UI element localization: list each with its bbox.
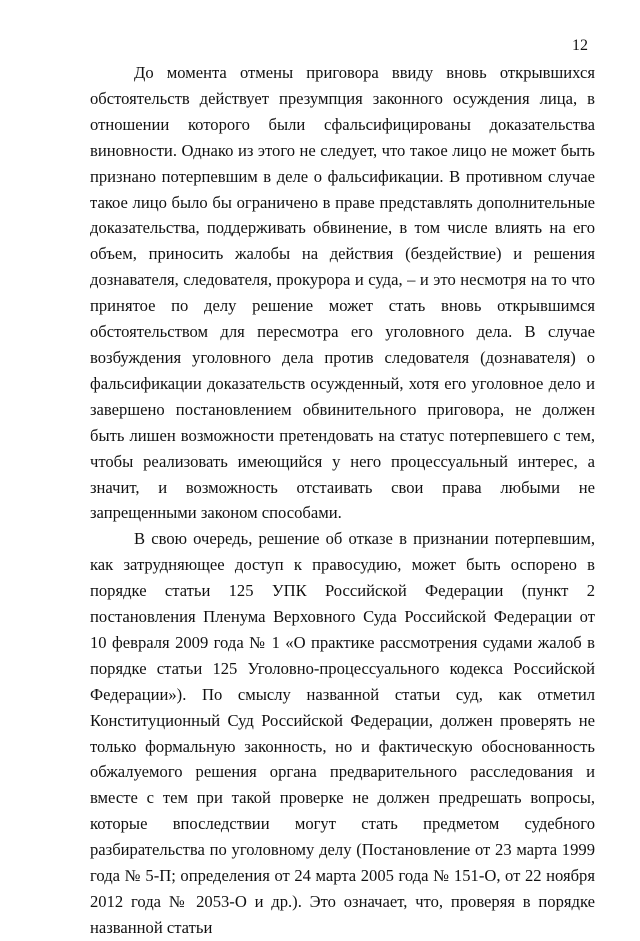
paragraph-1: До момента отмены приговора ввиду вновь открывшихся обстоятельств действует презумпция законного осуждения лица, в отношении которого были сфальсифицированы доказательства виновности. Однако из этого не следует, что такое лицо не может быть признано потерпевшим в деле о фальсификации. В противном случае такое лицо было бы ограничено в праве представлять дополнительные доказательства, поддерживать обвинение, в том числе влиять на его объем, приносить жалобы на действия (бездействие) и решения дознавателя, следователя, прокурора и суда, – и это несмотря на то что принятое по делу решение может стать вновь открывшимся обстоятельством для пересмотра его уголовного дела. В случае возбуждения уголовного дела против следователя (дознавателя) о фальсификации доказательств осужденный, хотя его уголовное дело и завершено постановлением обвинительного приговора, не должен быть лишен возможности претендовать на статус потерпевшего с тем, чтобы реализовать имеющийся у него процессуальный интерес, а значит, и возможность отстаивать свои права любыми не запрещенными законом способами.	[90, 63, 595, 523]
paragraph-2: В свою очередь, решение об отказе в признании потерпевшим, как затрудняющее доступ к правосудию, может быть оспорено в порядке статьи 125 УПК Российской Федерации (пункт 2 постановления Пленума Верховного Суда Российской Федерации от 10 февраля 2009 года № 1 «О практике рассмотрения судами жалоб в порядке статьи 125 Уголовно-процессуального кодекса Российской Федерации»). По смыслу названной статьи суд, как отметил Конституционный Суд Российской Федерации, должен проверять не только формальную законность, но и фактическую обоснованность обжалуемого решения органа предварительного расследования и вместе с тем при такой проверке не должен предрешать вопросы, которые впоследствии могут стать предметом судебного разбирательства по уголовному делу (Постановление от 23 марта 1999 года № 5-П; определения от 24 марта 2005 года № 151-О, от 22 ноября 2012 года № 2053-О и др.). Это означает, что, проверяя в порядке названной статьи	[90, 529, 595, 937]
document-body	[90, 60, 595, 941]
page-number: 12	[572, 37, 588, 54]
